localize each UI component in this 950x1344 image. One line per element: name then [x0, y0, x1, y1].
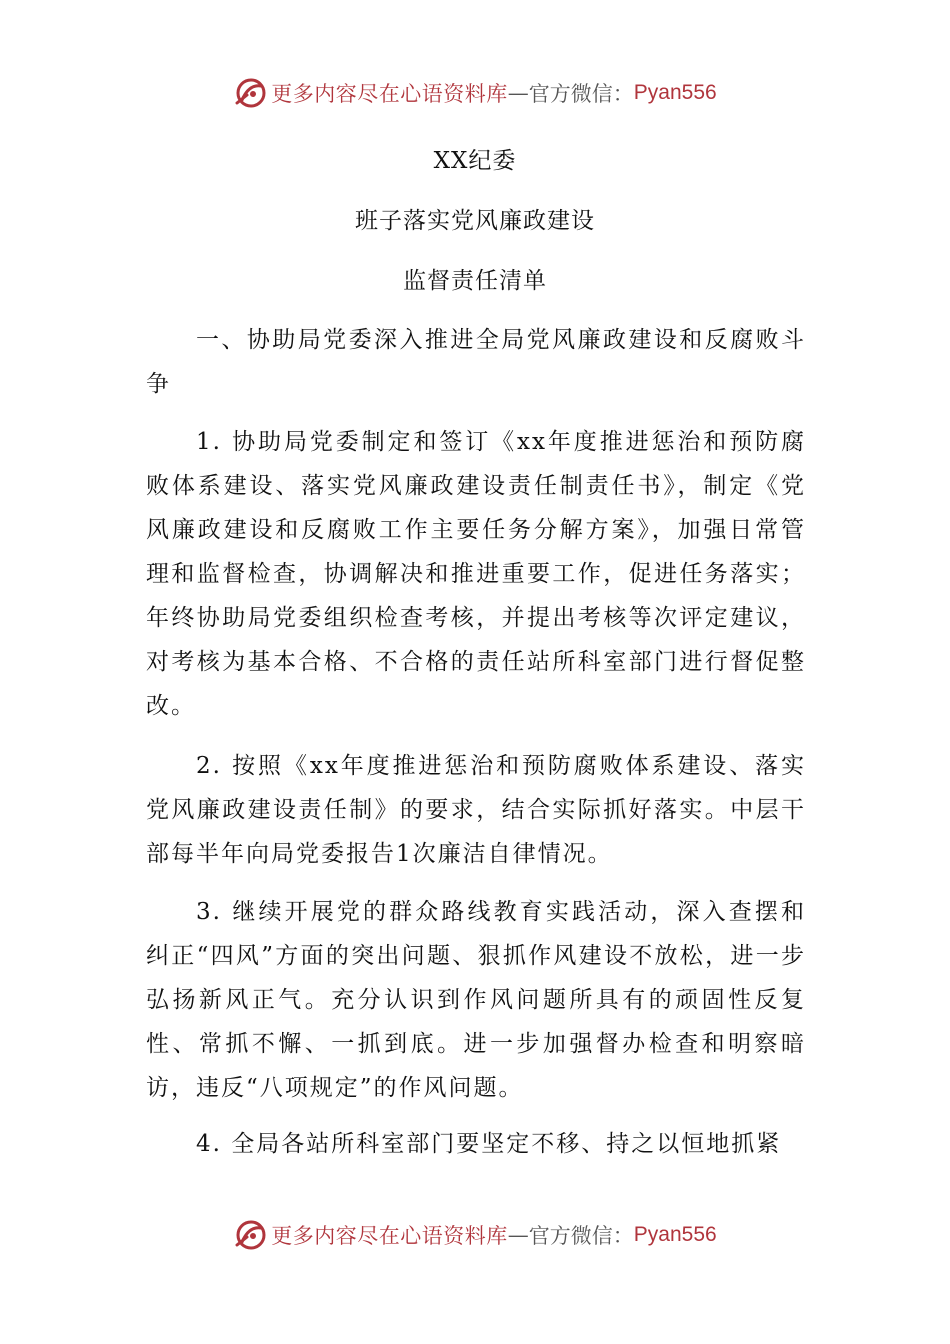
watermark-dash: —: [507, 81, 529, 105]
paragraph-item-1: 1. 协助局党委制定和签订《xx年度推进惩治和预防腐败体系建设、落实党风廉政建设责任制责任书》，制定《党风廉政建设和反腐败工作主要任务分解方案》，加强日常管理和监督检查，协调解决和推进重要工作，促进任务落实；年终协助局党委组织检查考核，并提出考核等次评定建议，对考核为基本合格、不合格的责任站所科室部门进行督促整改。: [146, 429, 806, 719]
watermark-banner-top: [0, 70, 950, 116]
watermark-dash: —: [507, 1223, 529, 1247]
watermark-wechat-id: Pyan556: [633, 1223, 717, 1246]
section-heading: 一、协助局党委深入推进全局党风廉政建设和反腐败斗争: [146, 327, 806, 397]
paragraph-item-4: 4. 全局各站所科室部门要坚定不移、持之以恒地抓紧: [196, 1131, 782, 1157]
logo-icon: [233, 76, 267, 110]
watermark-banner-bottom: [0, 1212, 950, 1258]
document-title-org: XX纪委: [433, 148, 517, 174]
paragraph-item-3: 3. 继续开展党的群众路线教育实践活动，深入查摆和纠正“四风”方面的突出问题、狠抓作风建设不放松，进一步弘扬新风正气。充分认识到作风问题所具有的顽固性反复性、常抓不懈、一抓到底。进一步加强督办检查和明察暗访，违反“八项规定”的作风问题。: [146, 899, 806, 1101]
watermark-wechat-label: 官方微信：: [528, 82, 634, 106]
logo-icon: [233, 1218, 267, 1252]
watermark-wechat-id: Pyan556: [633, 81, 717, 104]
paragraph-item-2: 2. 按照《xx年度推进惩治和预防腐败体系建设、落实党风廉政建设责任制》的要求，结合实际抓好落实。中层干部每半年向局党委报告1次廉洁自律情况。: [146, 753, 806, 867]
document-title-sub: 监督责任清单: [403, 268, 547, 294]
watermark-text: 更多内容尽在心语资料库: [271, 1224, 508, 1248]
watermark-text: 更多内容尽在心语资料库: [271, 82, 508, 106]
watermark-wechat-label: 官方微信：: [528, 1224, 634, 1248]
document-title-main: 班子落实党风廉政建设: [355, 208, 595, 234]
